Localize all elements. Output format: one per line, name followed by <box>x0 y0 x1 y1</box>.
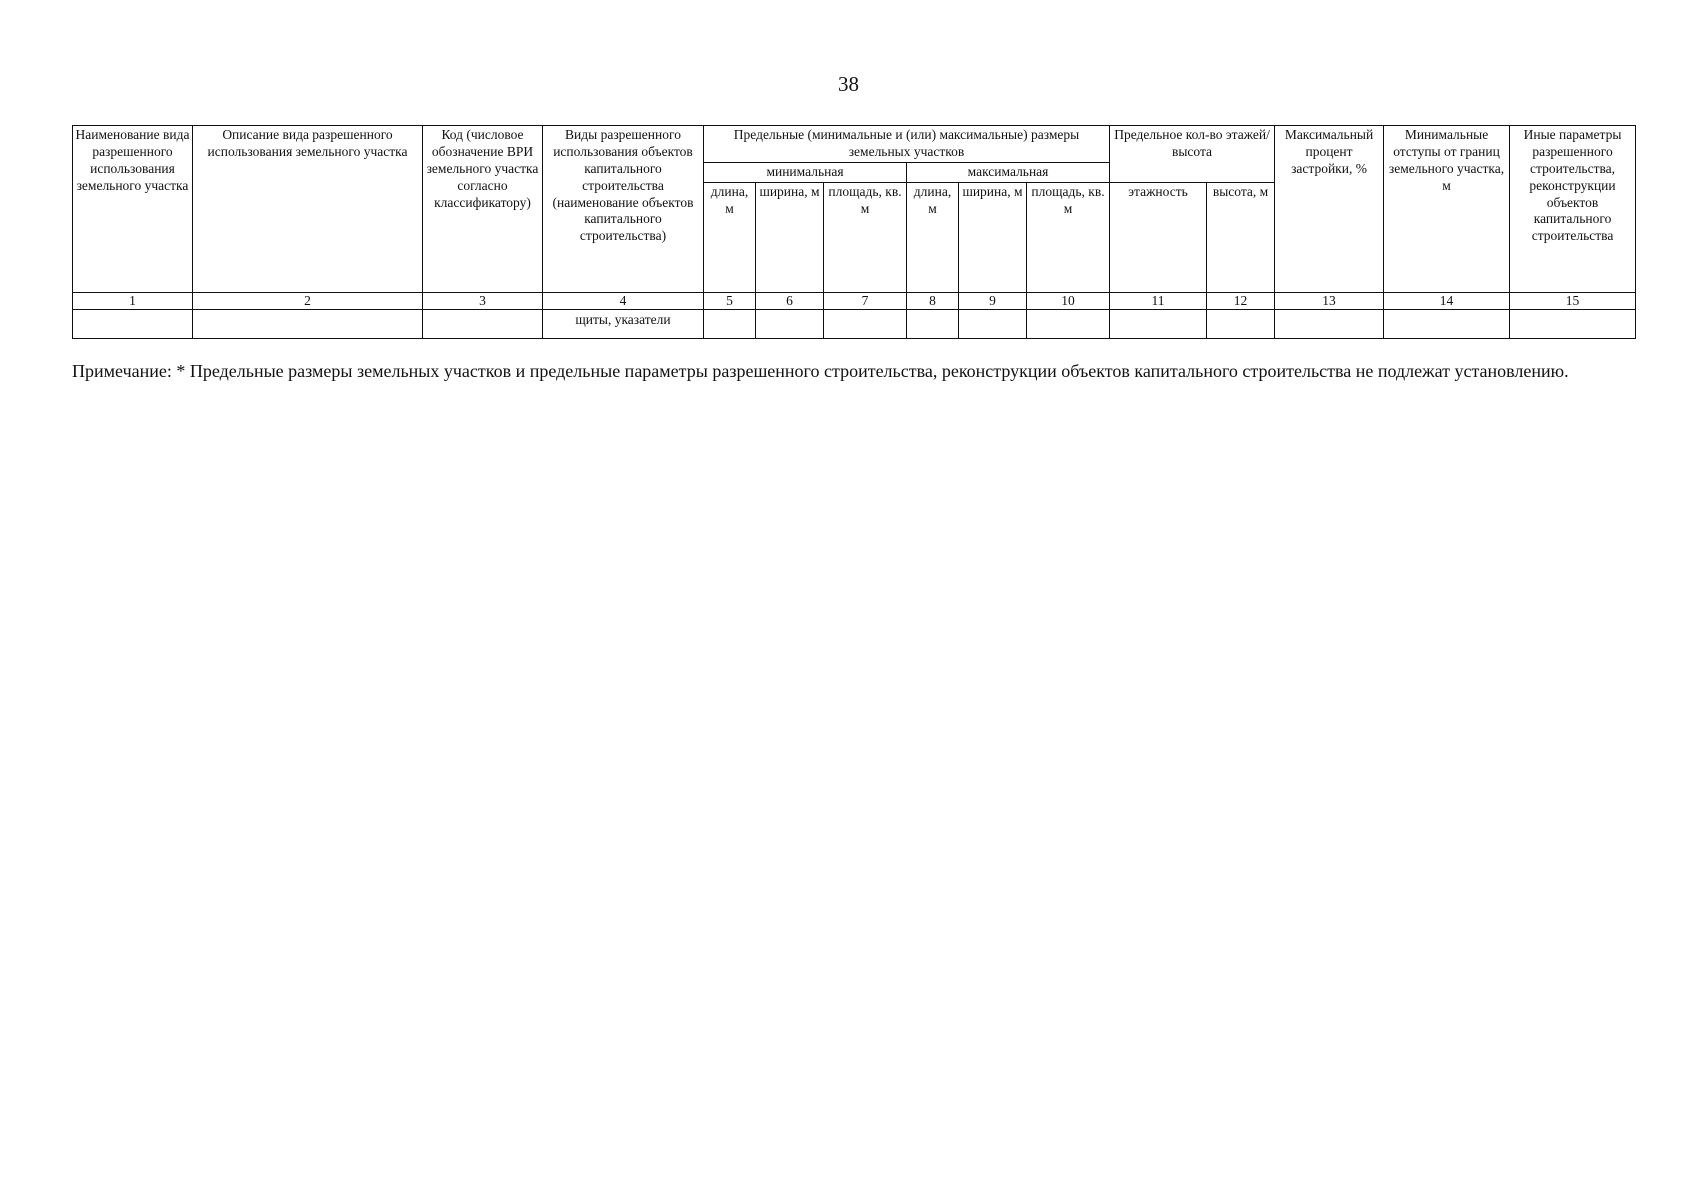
header-max-area: площадь, кв. м <box>1027 182 1110 292</box>
header-capital-construction-uses: Виды разрешенного использования объектов капитального строительства (наименование объектов капитального строительства) <box>543 126 704 293</box>
column-number: 7 <box>824 292 907 309</box>
header-plot-size-limits: Предельные (минимальные и (или) максимальные) размеры земельных участков <box>704 126 1110 163</box>
header-min-length: длина, м <box>704 182 756 292</box>
header-height: высота, м <box>1207 182 1275 292</box>
header-row-1 <box>73 126 1636 163</box>
column-number: 4 <box>543 292 704 309</box>
column-number: 9 <box>959 292 1027 309</box>
header-land-use-description: Описание вида разрешенного использования земельного участка <box>193 126 423 293</box>
table-cell <box>193 309 423 338</box>
header-other-parameters: Иные параметры разрешенного строительства, реконструкции объектов капитального строительства <box>1510 126 1636 293</box>
header-floors: этажность <box>1110 182 1207 292</box>
page-number: 38 <box>838 72 859 96</box>
table-cell <box>423 309 543 338</box>
table-cell <box>1510 309 1636 338</box>
table-cell <box>1110 309 1207 338</box>
header-floors-height: Предельное кол-во этажей/высота <box>1110 126 1275 183</box>
column-number: 6 <box>756 292 824 309</box>
header-min-setbacks: Минимальные отступы от границ земельного участка, м <box>1384 126 1510 293</box>
column-number: 11 <box>1110 292 1207 309</box>
table-cell <box>824 309 907 338</box>
table-cell <box>756 309 824 338</box>
column-number: 3 <box>423 292 543 309</box>
column-number: 15 <box>1510 292 1636 309</box>
header-max-length: длина, м <box>907 182 959 292</box>
table-row <box>73 309 1636 338</box>
header-land-use-name: Наименование вида разрешенного использования земельного участка <box>73 126 193 293</box>
table-cell: щиты, указатели <box>543 309 704 338</box>
column-number: 13 <box>1275 292 1384 309</box>
column-number: 1 <box>73 292 193 309</box>
header-minimum: минимальная <box>704 162 907 182</box>
table-cell <box>1027 309 1110 338</box>
header-maximum: максимальная <box>907 162 1110 182</box>
column-number: 2 <box>193 292 423 309</box>
regulations-table <box>72 125 1636 339</box>
header-max-coverage: Максимальный процент застройки, % <box>1275 126 1384 293</box>
table-cell <box>704 309 756 338</box>
header-classifier-code: Код (числовое обозначение ВРИ земельного участка согласно классификатору) <box>423 126 543 293</box>
header-min-width: ширина, м <box>756 182 824 292</box>
table-cell <box>907 309 959 338</box>
table-cell <box>1384 309 1510 338</box>
header-max-width: ширина, м <box>959 182 1027 292</box>
column-number: 5 <box>704 292 756 309</box>
column-number: 14 <box>1384 292 1510 309</box>
header-min-area: площадь, кв. м <box>824 182 907 292</box>
table-cell <box>73 309 193 338</box>
table-cell <box>1275 309 1384 338</box>
footnote: Примечание: * Предельные размеры земельных участков и предельные параметры разрешенного строительства, реконструкции объектов капитального строительства не подлежат установлению. <box>72 361 1569 381</box>
column-number: 10 <box>1027 292 1110 309</box>
table-cell <box>959 309 1027 338</box>
column-numbers-row <box>73 292 1636 309</box>
column-number: 8 <box>907 292 959 309</box>
table-cell <box>1207 309 1275 338</box>
column-number: 12 <box>1207 292 1275 309</box>
